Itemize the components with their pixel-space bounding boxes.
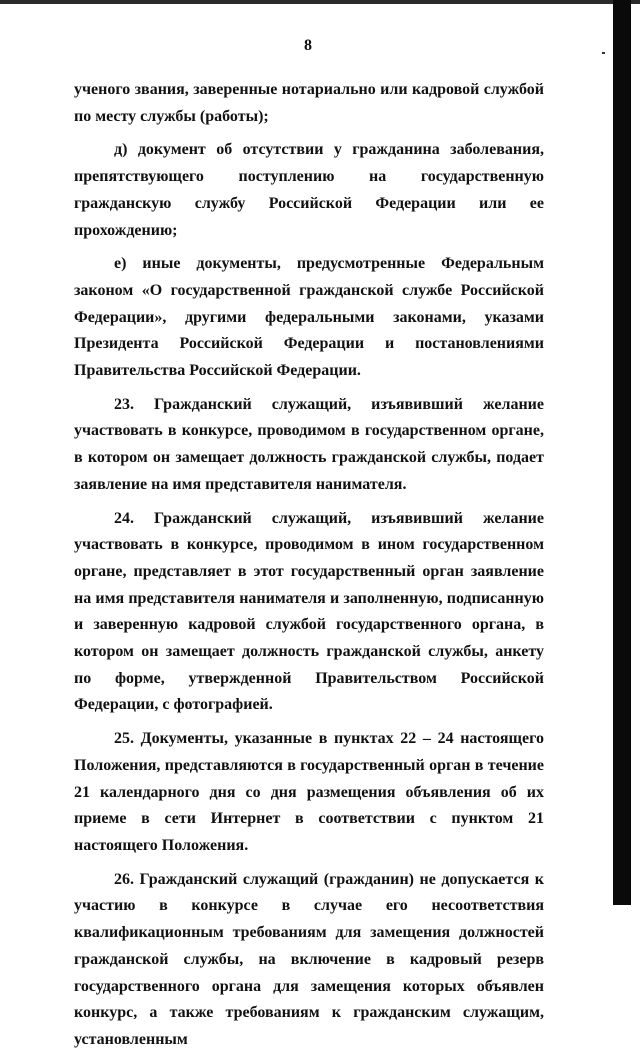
paragraph-continuation: ученого звания, заверенные нотариально или кадровой службой по месту службы (работы); <box>74 81 544 125</box>
paragraph-item-e: е) иные документы, предусмотренные Федеральным законом «О государственной гражданской службе Российской Федерации», другими федеральными законами, указами Президента Российской Федерации и постановлениями Правительства Российской Федерации. <box>74 255 544 380</box>
scan-top-border <box>0 0 640 4</box>
page-number: 8 <box>304 37 312 54</box>
document-body <box>74 77 544 1054</box>
paragraph-24: 24. Гражданский служащий, изъявивший желание участвовать в конкурсе, проводимом в ином государственном органе, представляет в этот государственный орган заявление на имя представителя нанимателя и заполненную, подписанную и заверенную кадровой службой государственного органа, в котором он замещает должность гражданской службы, анкету по форме, утвержденной Правительством Российской Федерации, с фотографией. <box>74 509 544 714</box>
paragraph-item-d: д) документ об отсутствии у гражданина заболевания, препятствующего поступлению на государственную гражданскую службу Российской Федерации или ее прохождению; <box>74 141 544 239</box>
paragraph-23: 23. Гражданский служащий, изъявивший желание участвовать в конкурсе, проводимом в государственном органе, в котором он замещает должность гражданской службы, подает заявление на имя представителя нанимателя. <box>74 395 544 493</box>
scan-right-edge <box>613 0 631 905</box>
paragraph-25: 25. Документы, указанные в пунктах 22 – 24 настоящего Положения, представляются в государственный орган в течение 21 календарного дня со дня размещения объявления об их приеме в сети Интернет в соответствии с пунктом 21 настоящего Положения. <box>74 730 544 854</box>
paragraph-26: 26. Гражданский служащий (гражданин) не допускается к участию в конкурсе в случае его несоответствия квалификационным требованиям для замещения должностей гражданской службы, на включение в кадровый резерв государственного органа для замещения которых объявлен конкурс, а также требованиям к гражданским служащим, установленным <box>74 870 544 1048</box>
